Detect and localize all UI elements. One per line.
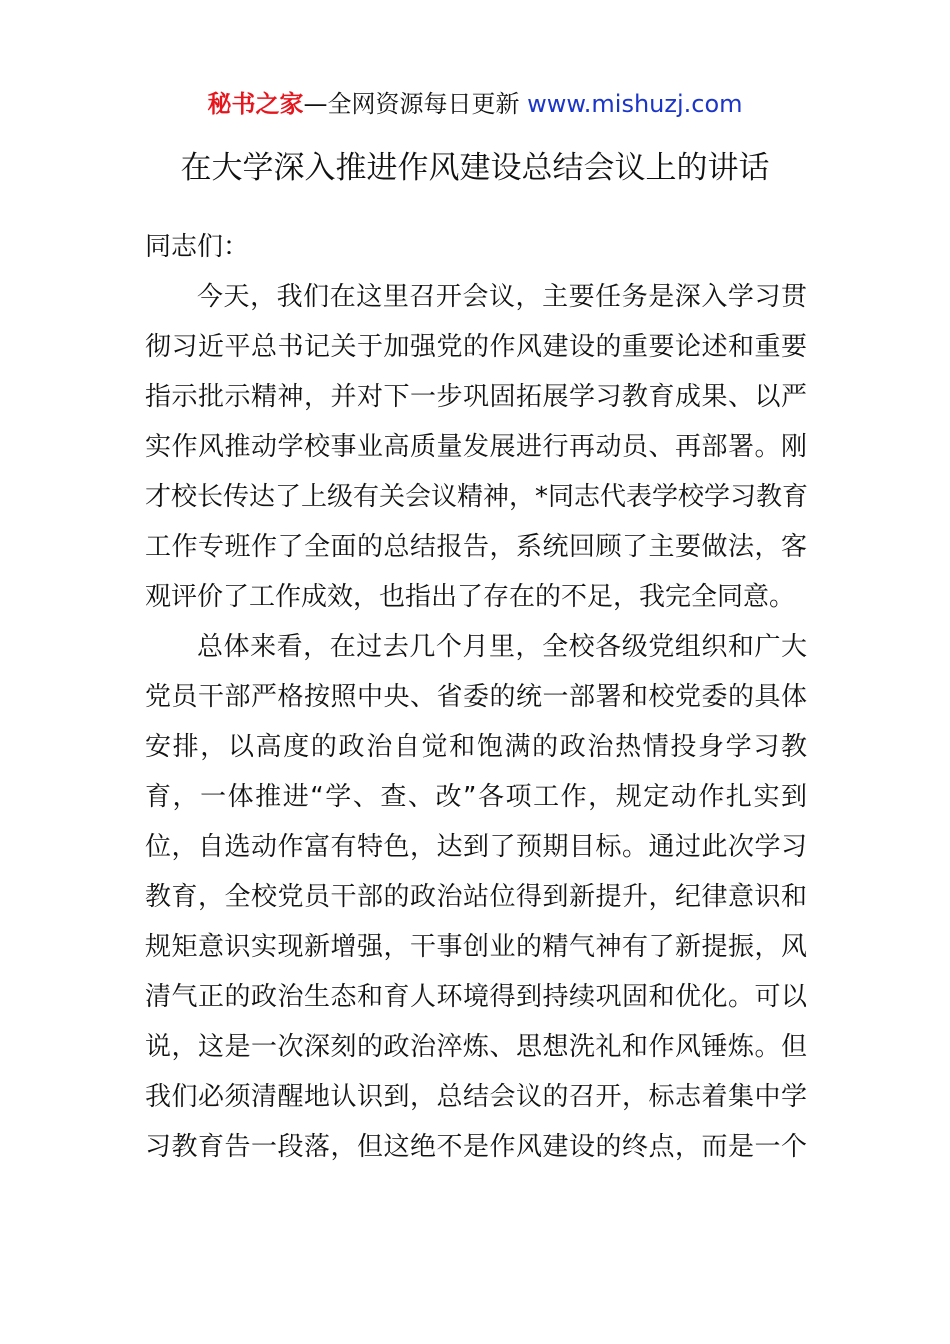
site-brand: 秘书之家 [207,90,304,118]
paragraph-line: 今天，我们在这里召开会议，主要任务是深入学习贯 [197,282,807,312]
paragraph-line: 工作专班作了全面的总结报告，系统回顾了主要做法，客 [145,532,807,562]
paragraph-line: 教育，全校党员干部的政治站位得到新提升，纪律意识和 [145,882,807,912]
paragraph-line: 才校长传达了上级有关会议精神，*同志代表学校学习教育 [145,482,809,512]
paragraph-line: 彻习近平总书记关于加强党的作风建设的重要论述和重要 [145,332,807,362]
paragraph-line: 习教育告一段落，但这绝不是作风建设的终点，而是一个 [145,1132,807,1162]
paragraph-line: 我们必须清醒地认识到，总结会议的召开，标志着集中学 [145,1082,807,1112]
paragraph-line: 说，这是一次深刻的政治淬炼、思想洗礼和作风锤炼。但 [145,1032,807,1062]
site-url[interactable]: www.mishuzj.com [527,90,743,118]
site-tagline: —全网资源每日更新 [303,90,528,118]
paragraph-line: 清气正的政治生态和育人环境得到持续巩固和优化。可以 [145,982,807,1012]
document-body [145,222,807,1172]
paragraph-line: 党员干部严格按照中央、省委的统一部署和校党委的具体 [145,682,807,712]
salutation: 同志们： [145,232,250,262]
paragraph-line: 位，自选动作富有特色，达到了预期目标。通过此次学习 [145,832,807,862]
paragraph-line: 指示批示精神，并对下一步巩固拓展学习教育成果、以严 [145,382,807,412]
paragraph-line: 总体来看，在过去几个月里，全校各级党组织和广大 [197,632,807,662]
paragraph-line: 安排，以高度的政治自觉和饱满的政治热情投身学习教 [145,732,807,762]
paragraph-line: 实作风推动学校事业高质量发展进行再动员、再部署。刚 [145,432,807,462]
paragraph-line: 育，一体推进“学、查、改”各项工作，规定动作扎实到 [145,782,807,812]
document-title: 在大学深入推进作风建设总结会议上的讲话 [180,150,770,186]
paragraph-line: 观评价了工作成效，也指出了存在的不足，我完全同意。 [145,582,796,612]
paragraph-line: 规矩意识实现新增强，干事创业的精气神有了新提振，风 [145,932,807,962]
site-header [0,88,950,120]
